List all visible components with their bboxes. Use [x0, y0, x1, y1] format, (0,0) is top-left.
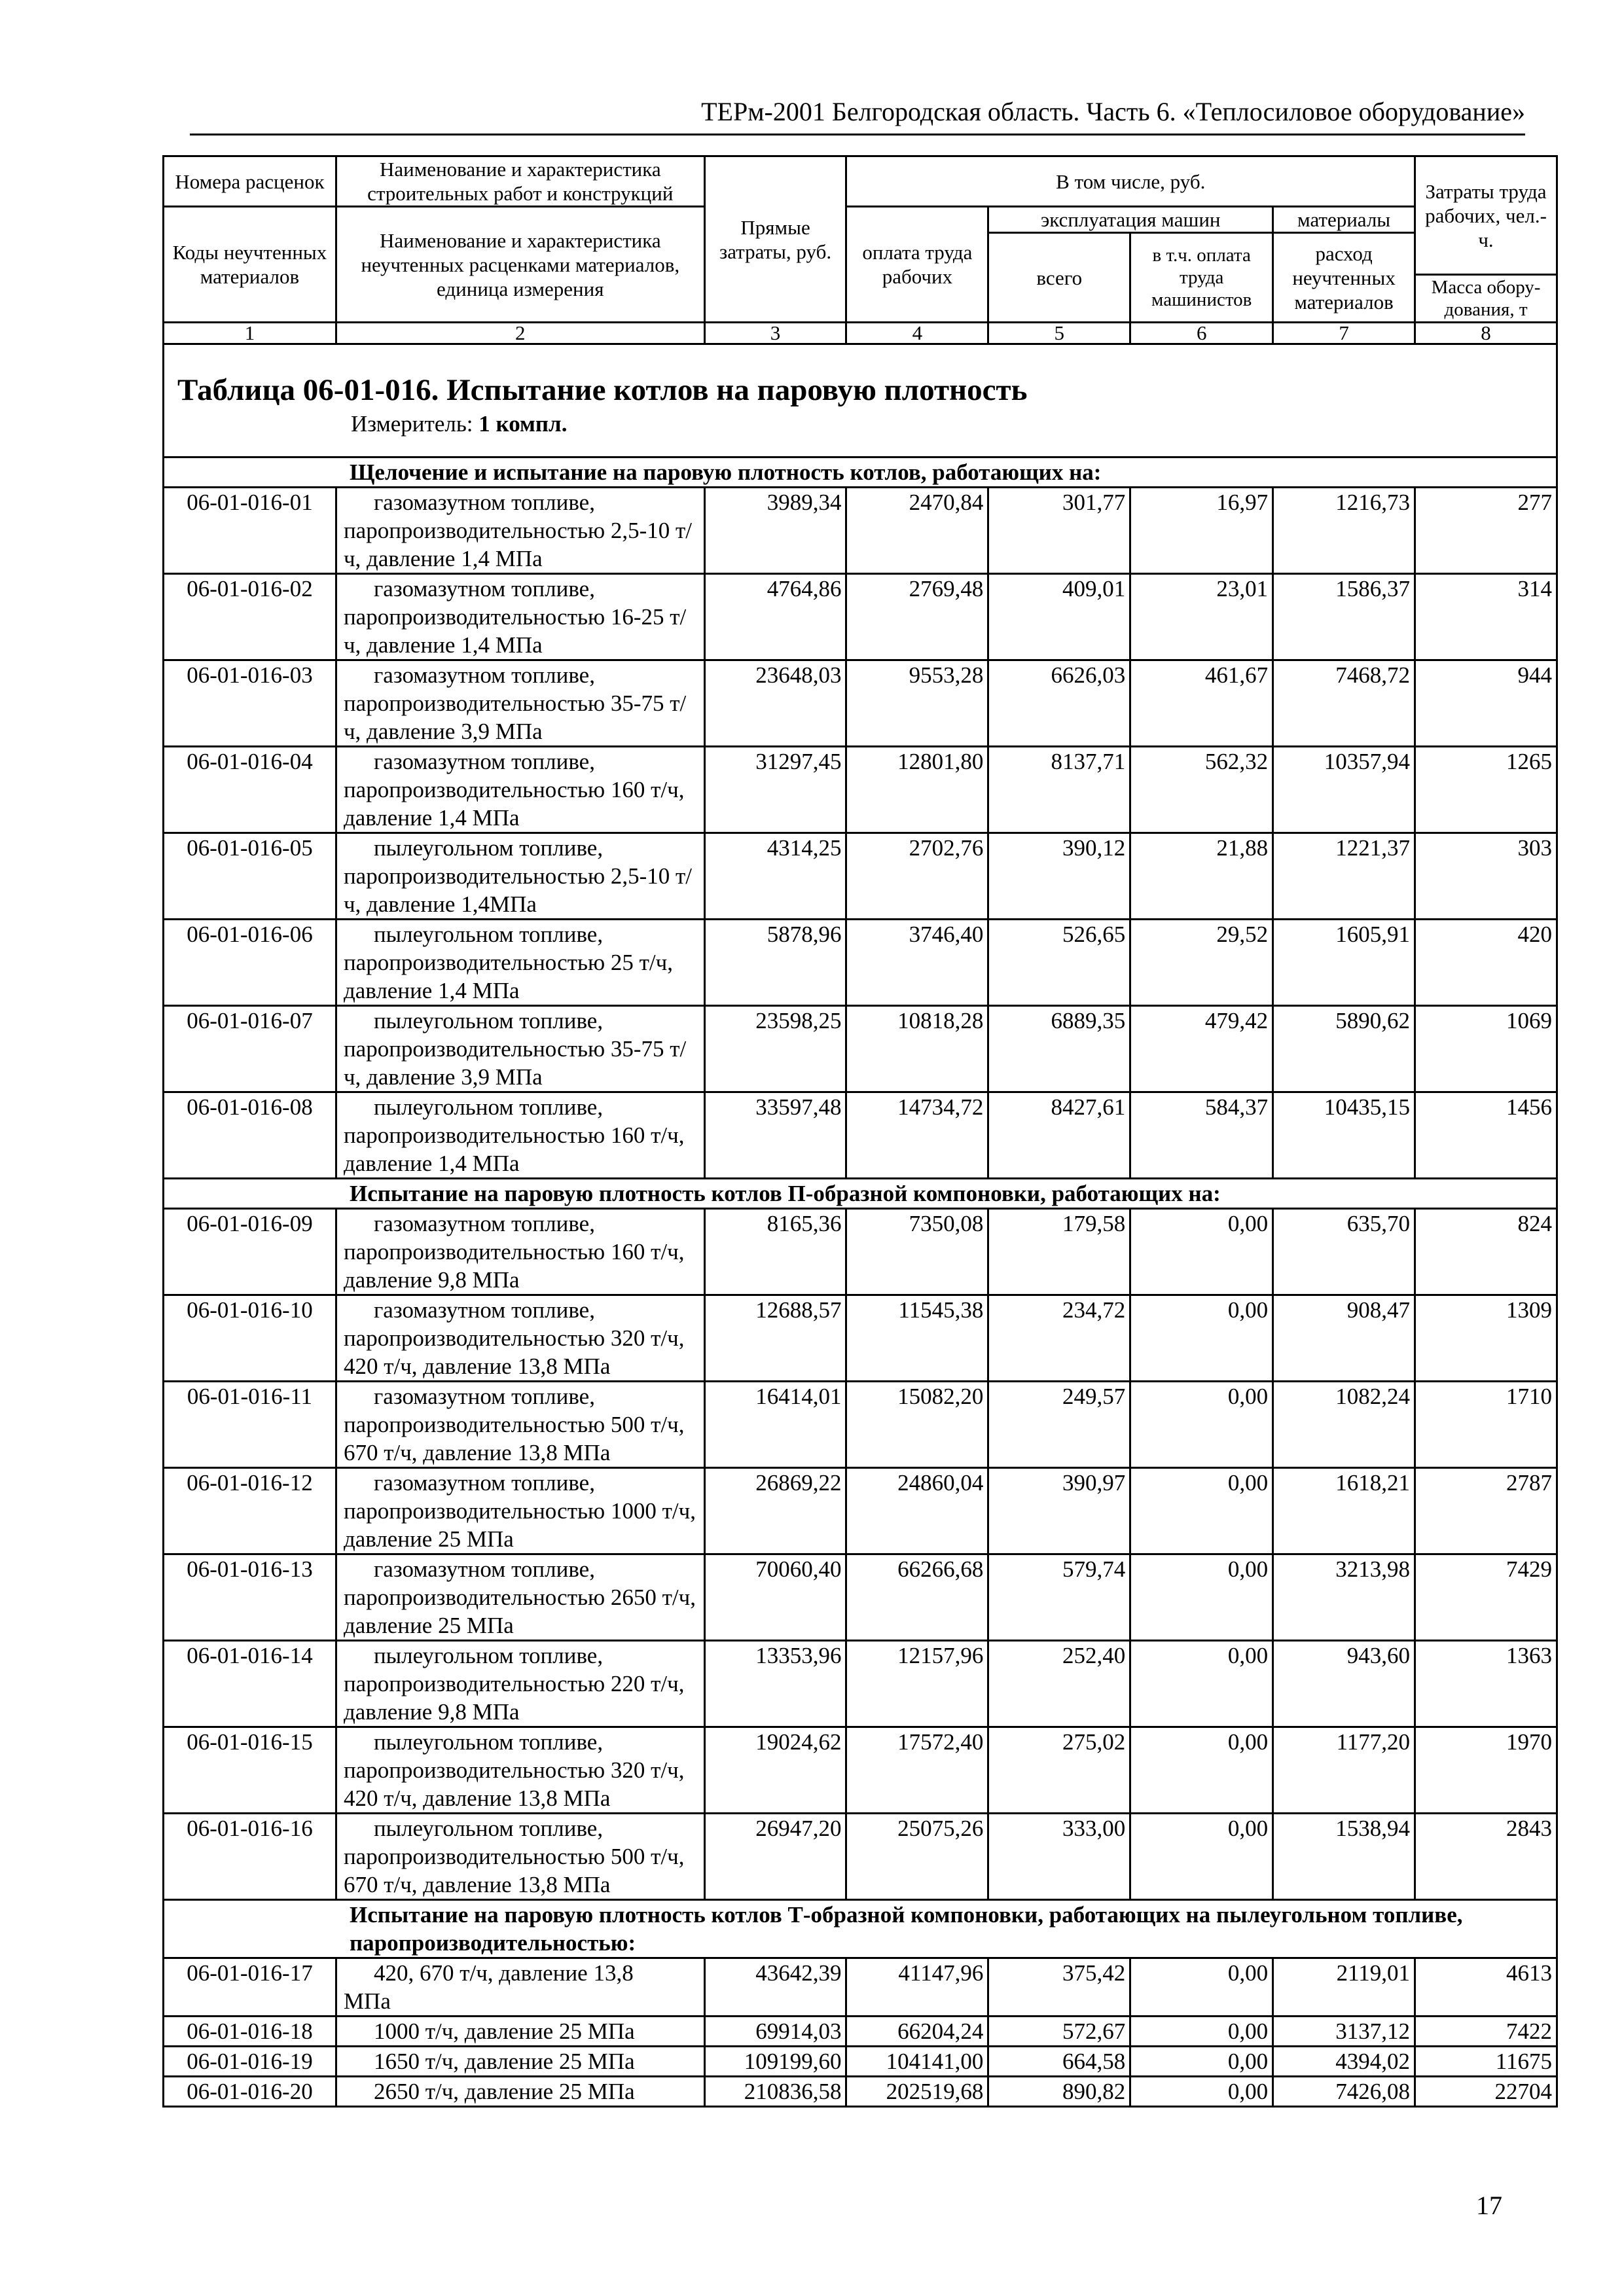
- rate-code: 06-01-016-04: [164, 747, 336, 833]
- description-lead: газомазутном топливе,: [373, 576, 595, 601]
- materials-value: 5890,62: [1273, 1006, 1415, 1092]
- machinist-pay-value: 0,00: [1130, 2017, 1273, 2047]
- description-detail: паропроизводительностью 2,5-10 т/ч, давление 1,4МПа: [343, 863, 693, 917]
- machinist-pay-value: 0,00: [1130, 1468, 1273, 1554]
- machines-total-value: 301,77: [988, 488, 1130, 574]
- machinist-pay-value: 0,00: [1130, 1641, 1273, 1727]
- materials-value: 1216,73: [1273, 488, 1415, 574]
- direct-costs-value: 70060,40: [704, 1554, 846, 1641]
- table-row: [164, 1209, 1557, 1295]
- table-row: [164, 1554, 1557, 1641]
- machinist-pay-value: 0,00: [1130, 1727, 1273, 1814]
- page-number: 17: [1476, 2191, 1502, 2220]
- table-row: [164, 2017, 1557, 2047]
- labor-hours-value: 1710: [1415, 1382, 1557, 1468]
- header-rate-numbers: Номера расценок: [164, 156, 336, 207]
- machines-total-value: 8137,71: [988, 747, 1130, 833]
- materials-value: 1538,94: [1273, 1814, 1415, 1900]
- rate-code: 06-01-016-11: [164, 1382, 336, 1468]
- machines-total-value: 390,97: [988, 1468, 1130, 1554]
- direct-costs-value: 26947,20: [704, 1814, 846, 1900]
- direct-costs-value: 13353,96: [704, 1641, 846, 1727]
- worker-pay-value: 24860,04: [846, 1468, 988, 1554]
- rate-code: 06-01-016-15: [164, 1727, 336, 1814]
- materials-value: 1082,24: [1273, 1382, 1415, 1468]
- description-lead: газомазутном топливе,: [373, 1384, 595, 1409]
- rate-code: 06-01-016-02: [164, 574, 336, 660]
- materials-value: 1586,37: [1273, 574, 1415, 660]
- worker-pay-value: 66204,24: [846, 2017, 988, 2047]
- header-machines-total: всего: [988, 233, 1130, 323]
- section-heading: Испытание на паровую плотность котлов Т-образной компоновки, работающих на пылеугольном топливе, паропроизводительностью:: [164, 1900, 1557, 1958]
- labor-hours-value: 2843: [1415, 1814, 1557, 1900]
- rate-description: [336, 747, 704, 833]
- table-row: [164, 1092, 1557, 1179]
- worker-pay-value: 2702,76: [846, 833, 988, 920]
- description-lead: пылеугольном топливе,: [373, 1816, 604, 1841]
- table-row: [164, 1958, 1557, 2017]
- description-lead: газомазутном топливе,: [373, 1470, 595, 1496]
- worker-pay-value: 104141,00: [846, 2047, 988, 2077]
- machinist-pay-value: 0,00: [1130, 1958, 1273, 2017]
- measure-label: Измеритель:: [351, 411, 473, 437]
- table-row: [164, 574, 1557, 660]
- description-detail: паропроизводительностью 1000 т/ч, давление 25 МПа: [343, 1498, 696, 1552]
- labor-hours-value: 1363: [1415, 1641, 1557, 1727]
- table-row: [164, 1468, 1557, 1554]
- header-direct-costs: Прямые затраты, руб.: [704, 156, 846, 323]
- rate-code: 06-01-016-12: [164, 1468, 336, 1554]
- description-detail: паропроизводительностью 500 т/ч, 670 т/ч, давление 13,8 МПа: [343, 1844, 685, 1897]
- machinist-pay-value: 23,01: [1130, 574, 1273, 660]
- table-row: [164, 1382, 1557, 1468]
- worker-pay-value: 17572,40: [846, 1727, 988, 1814]
- rate-code: 06-01-016-10: [164, 1295, 336, 1382]
- measure-value: 1 компл.: [478, 411, 568, 437]
- description-detail: паропроизводительностью 320 т/ч, 420 т/ч, давление 13,8 МПа: [343, 1757, 685, 1811]
- rate-code: 06-01-016-18: [164, 2017, 336, 2047]
- labor-hours-value: 303: [1415, 833, 1557, 920]
- direct-costs-value: 109199,60: [704, 2047, 846, 2077]
- table-row: [164, 1295, 1557, 1382]
- table-row: [164, 488, 1557, 574]
- machinist-pay-value: 16,97: [1130, 488, 1273, 574]
- labor-hours-value: 7422: [1415, 2017, 1557, 2047]
- worker-pay-value: 25075,26: [846, 1814, 988, 1900]
- direct-costs-value: 23598,25: [704, 1006, 846, 1092]
- worker-pay-value: 202519,68: [846, 2077, 988, 2107]
- labor-hours-value: 22704: [1415, 2077, 1557, 2107]
- rate-code: 06-01-016-19: [164, 2047, 336, 2077]
- table-row: [164, 920, 1557, 1006]
- description-detail: паропроизводительностью 2650 т/ч, давление 25 МПа: [343, 1585, 696, 1638]
- machinist-pay-value: 0,00: [1130, 2077, 1273, 2107]
- machinist-pay-value: 0,00: [1130, 1295, 1273, 1382]
- description-lead: газомазутном топливе,: [373, 1556, 595, 1582]
- description-detail: МПа: [343, 1988, 391, 2014]
- worker-pay-value: 3746,40: [846, 920, 988, 1006]
- direct-costs-value: 23648,03: [704, 660, 846, 747]
- machines-total-value: 252,40: [988, 1641, 1130, 1727]
- labor-hours-value: 944: [1415, 660, 1557, 747]
- rate-description: [336, 833, 704, 920]
- description-detail: паропроизводительностью 35-75 т/ч, давление 3,9 МПа: [343, 1036, 687, 1090]
- direct-costs-value: 33597,48: [704, 1092, 846, 1179]
- direct-costs-value: 210836,58: [704, 2077, 846, 2107]
- worker-pay-value: 2769,48: [846, 574, 988, 660]
- labor-hours-value: 1265: [1415, 747, 1557, 833]
- description-lead: пылеугольном топливе,: [373, 922, 604, 947]
- materials-value: 3137,12: [1273, 2017, 1415, 2047]
- description-lead: пылеугольном топливе,: [373, 1094, 604, 1120]
- table-row: [164, 1727, 1557, 1814]
- machinist-pay-value: 21,88: [1130, 833, 1273, 920]
- worker-pay-value: 7350,08: [846, 1209, 988, 1295]
- direct-costs-value: 16414,01: [704, 1382, 846, 1468]
- worker-pay-value: 14734,72: [846, 1092, 988, 1179]
- rate-description: [336, 488, 704, 574]
- description-lead: газомазутном топливе,: [373, 1211, 595, 1236]
- column-number: 8: [1415, 323, 1557, 344]
- rate-code: 06-01-016-13: [164, 1554, 336, 1641]
- rate-description: [336, 1727, 704, 1814]
- description-lead: 2650 т/ч, давление 25 МПа: [373, 2079, 635, 2104]
- description-lead: 420, 670 т/ч, давление 13,8: [373, 1960, 634, 1986]
- machines-total-value: 333,00: [988, 1814, 1130, 1900]
- rate-description: [336, 1958, 704, 2017]
- section-row: [164, 1179, 1557, 1209]
- description-detail: паропроизводительностью 160 т/ч, давление 9,8 МПа: [343, 1239, 685, 1293]
- materials-value: 10435,15: [1273, 1092, 1415, 1179]
- labor-hours-value: 1970: [1415, 1727, 1557, 1814]
- section-heading: Щелочение и испытание на паровую плотность котлов, работающих на:: [164, 457, 1557, 488]
- rate-code: 06-01-016-07: [164, 1006, 336, 1092]
- materials-value: 1618,21: [1273, 1468, 1415, 1554]
- machines-total-value: 275,02: [988, 1727, 1130, 1814]
- description-detail: паропроизводительностью 500 т/ч, 670 т/ч, давление 13,8 МПа: [343, 1412, 685, 1465]
- running-header: [190, 93, 1525, 135]
- header-work-description: Наименование и характеристика строительных работ и конструкций: [336, 156, 704, 207]
- direct-costs-value: 31297,45: [704, 747, 846, 833]
- table-title-block: [164, 344, 1557, 457]
- materials-value: 4394,02: [1273, 2047, 1415, 2077]
- rate-code: 06-01-016-05: [164, 833, 336, 920]
- rate-description: [336, 1006, 704, 1092]
- labor-hours-value: 314: [1415, 574, 1557, 660]
- labor-hours-value: 1309: [1415, 1295, 1557, 1382]
- worker-pay-value: 2470,84: [846, 488, 988, 574]
- direct-costs-value: 4764,86: [704, 574, 846, 660]
- labor-hours-value: 824: [1415, 1209, 1557, 1295]
- machines-total-value: 579,74: [988, 1554, 1130, 1641]
- description-detail: паропроизводительностью 2,5-10 т/ч, давление 1,4 МПа: [343, 518, 693, 571]
- table-row: [164, 747, 1557, 833]
- description-detail: паропроизводительностью 320 т/ч, 420 т/ч, давление 13,8 МПа: [343, 1325, 685, 1379]
- worker-pay-value: 12801,80: [846, 747, 988, 833]
- description-detail: паропроизводительностью 35-75 т/ч, давление 3,9 МПа: [343, 691, 687, 744]
- machinist-pay-value: 0,00: [1130, 1209, 1273, 1295]
- header-equipment-mass: Масса обору-дования, т: [1415, 275, 1557, 323]
- description-lead: пылеугольном топливе,: [373, 1729, 604, 1755]
- column-number: 2: [336, 323, 704, 344]
- machinist-pay-value: 29,52: [1130, 920, 1273, 1006]
- header-machinist-pay: в т.ч. оплата труда машинистов: [1130, 233, 1273, 323]
- table-row: [164, 2077, 1557, 2107]
- labor-hours-value: 1456: [1415, 1092, 1557, 1179]
- header-material-description: Наименование и характеристика неучтенных расценками материалов, единица измерения: [336, 207, 704, 323]
- rate-description: [336, 1382, 704, 1468]
- header-title: ТЕРм-2001 Белгородская область. Часть 6. «Теплосиловое оборудование»: [701, 97, 1525, 126]
- rates-table: [162, 155, 1558, 2108]
- column-number: 7: [1273, 323, 1415, 344]
- description-lead: газомазутном топливе,: [373, 749, 595, 774]
- rate-code: 06-01-016-01: [164, 488, 336, 574]
- section-heading: Испытание на паровую плотность котлов П-образной компоновки, работающих на:: [164, 1179, 1557, 1209]
- machines-total-value: 409,01: [988, 574, 1130, 660]
- materials-value: 7426,08: [1273, 2077, 1415, 2107]
- rate-description: [336, 660, 704, 747]
- materials-value: 1221,37: [1273, 833, 1415, 920]
- header-materials: материалы: [1273, 207, 1415, 233]
- machines-total-value: 249,57: [988, 1382, 1130, 1468]
- table-row: [164, 2047, 1557, 2077]
- labor-hours-value: 420: [1415, 920, 1557, 1006]
- description-detail: паропроизводительностью 160 т/ч, давление 1,4 МПа: [343, 777, 685, 831]
- labor-hours-value: 7429: [1415, 1554, 1557, 1641]
- machinist-pay-value: 0,00: [1130, 1814, 1273, 1900]
- machines-total-value: 6626,03: [988, 660, 1130, 747]
- materials-value: 2119,01: [1273, 1958, 1415, 2017]
- table-body: [164, 457, 1557, 2107]
- table-row: [164, 833, 1557, 920]
- worker-pay-value: 11545,38: [846, 1295, 988, 1382]
- rate-code: 06-01-016-14: [164, 1641, 336, 1727]
- labor-hours-value: 4613: [1415, 1958, 1557, 2017]
- rate-description: [336, 574, 704, 660]
- machines-total-value: 234,72: [988, 1295, 1130, 1382]
- labor-hours-value: 1069: [1415, 1006, 1557, 1092]
- direct-costs-value: 43642,39: [704, 1958, 846, 2017]
- direct-costs-value: 8165,36: [704, 1209, 846, 1295]
- description-detail: паропроизводительностью 160 т/ч, давление 1,4 МПа: [343, 1122, 685, 1176]
- description-lead: газомазутном топливе,: [373, 1297, 595, 1323]
- description-detail: паропроизводительностью 25 т/ч, давление 1,4 МПа: [343, 950, 673, 1003]
- column-number: 4: [846, 323, 988, 344]
- table-row: [164, 1641, 1557, 1727]
- rate-description: [336, 920, 704, 1006]
- header-including: В том числе, руб.: [846, 156, 1415, 207]
- machinist-pay-value: 0,00: [1130, 1554, 1273, 1641]
- header-machine-operation: эксплуатация машин: [988, 207, 1273, 233]
- machines-total-value: 572,67: [988, 2017, 1130, 2047]
- description-lead: газомазутном топливе,: [373, 662, 595, 688]
- section-row: [164, 457, 1557, 488]
- materials-value: 1177,20: [1273, 1727, 1415, 1814]
- machines-total-value: 390,12: [988, 833, 1130, 920]
- direct-costs-value: 4314,25: [704, 833, 846, 920]
- machinist-pay-value: 562,32: [1130, 747, 1273, 833]
- description-lead: газомазутном топливе,: [373, 490, 595, 515]
- machinist-pay-value: 0,00: [1130, 2047, 1273, 2077]
- machines-total-value: 526,65: [988, 920, 1130, 1006]
- rate-description: [336, 2017, 704, 2047]
- direct-costs-value: 3989,34: [704, 488, 846, 574]
- rate-description: [336, 2047, 704, 2077]
- rate-description: [336, 1295, 704, 1382]
- description-detail: паропроизводительностью 16-25 т/ч, давление 1,4 МПа: [343, 604, 687, 658]
- machines-total-value: 890,82: [988, 2077, 1130, 2107]
- machinist-pay-value: 0,00: [1130, 1382, 1273, 1468]
- header-unaccounted-materials: расход неучтенных материалов: [1273, 233, 1415, 323]
- materials-value: 635,70: [1273, 1209, 1415, 1295]
- measure-unit: [177, 409, 1543, 439]
- direct-costs-value: 69914,03: [704, 2017, 846, 2047]
- direct-costs-value: 5878,96: [704, 920, 846, 1006]
- description-lead: пылеугольном топливе,: [373, 1643, 604, 1668]
- description-lead: 1650 т/ч, давление 25 МПа: [373, 2049, 635, 2074]
- rate-description: [336, 1209, 704, 1295]
- worker-pay-value: 66266,68: [846, 1554, 988, 1641]
- rate-code: 06-01-016-08: [164, 1092, 336, 1179]
- materials-value: 908,47: [1273, 1295, 1415, 1382]
- direct-costs-value: 19024,62: [704, 1727, 846, 1814]
- rate-code: 06-01-016-03: [164, 660, 336, 747]
- column-number: 6: [1130, 323, 1273, 344]
- machines-total-value: 6889,35: [988, 1006, 1130, 1092]
- rate-description: [336, 1554, 704, 1641]
- table-title: Таблица 06-01-016. Испытание котлов на паровую плотность: [177, 373, 1028, 407]
- rate-code: 06-01-016-16: [164, 1814, 336, 1900]
- table-row: [164, 1814, 1557, 1900]
- table-row: [164, 660, 1557, 747]
- materials-value: 943,60: [1273, 1641, 1415, 1727]
- header-worker-pay: оплата труда рабочих: [846, 207, 988, 323]
- materials-value: 10357,94: [1273, 747, 1415, 833]
- description-lead: 1000 т/ч, давление 25 МПа: [373, 2018, 635, 2044]
- rate-code: 06-01-016-17: [164, 1958, 336, 2017]
- machinist-pay-value: 461,67: [1130, 660, 1273, 747]
- header-material-codes: Коды неучтенных материалов: [164, 207, 336, 323]
- materials-value: 3213,98: [1273, 1554, 1415, 1641]
- machinist-pay-value: 479,42: [1130, 1006, 1273, 1092]
- machines-total-value: 664,58: [988, 2047, 1130, 2077]
- worker-pay-value: 9553,28: [846, 660, 988, 747]
- rate-description: [336, 1641, 704, 1727]
- rate-description: [336, 1092, 704, 1179]
- section-row: [164, 1900, 1557, 1958]
- column-number: 1: [164, 323, 336, 344]
- description-lead: пылеугольном топливе,: [373, 835, 604, 861]
- labor-hours-value: 2787: [1415, 1468, 1557, 1554]
- machinist-pay-value: 584,37: [1130, 1092, 1273, 1179]
- worker-pay-value: 41147,96: [846, 1958, 988, 2017]
- rate-description: [336, 1814, 704, 1900]
- column-number: 3: [704, 323, 846, 344]
- rate-code: 06-01-016-09: [164, 1209, 336, 1295]
- rate-description: [336, 2077, 704, 2107]
- labor-hours-value: 277: [1415, 488, 1557, 574]
- worker-pay-value: 10818,28: [846, 1006, 988, 1092]
- rate-code: 06-01-016-06: [164, 920, 336, 1006]
- materials-value: 7468,72: [1273, 660, 1415, 747]
- table-row: [164, 1006, 1557, 1092]
- machines-total-value: 179,58: [988, 1209, 1130, 1295]
- description-detail: паропроизводительностью 220 т/ч, давление 9,8 МПа: [343, 1671, 685, 1725]
- worker-pay-value: 15082,20: [846, 1382, 988, 1468]
- worker-pay-value: 12157,96: [846, 1641, 988, 1727]
- machines-total-value: 8427,61: [988, 1092, 1130, 1179]
- rate-description: [336, 1468, 704, 1554]
- direct-costs-value: 12688,57: [704, 1295, 846, 1382]
- description-lead: пылеугольном топливе,: [373, 1008, 604, 1033]
- rate-code: 06-01-016-20: [164, 2077, 336, 2107]
- machines-total-value: 375,42: [988, 1958, 1130, 2017]
- header-labor-hours: Затраты труда рабочих, чел.-ч.: [1415, 156, 1557, 275]
- column-number: 5: [988, 323, 1130, 344]
- materials-value: 1605,91: [1273, 920, 1415, 1006]
- direct-costs-value: 26869,22: [704, 1468, 846, 1554]
- labor-hours-value: 11675: [1415, 2047, 1557, 2077]
